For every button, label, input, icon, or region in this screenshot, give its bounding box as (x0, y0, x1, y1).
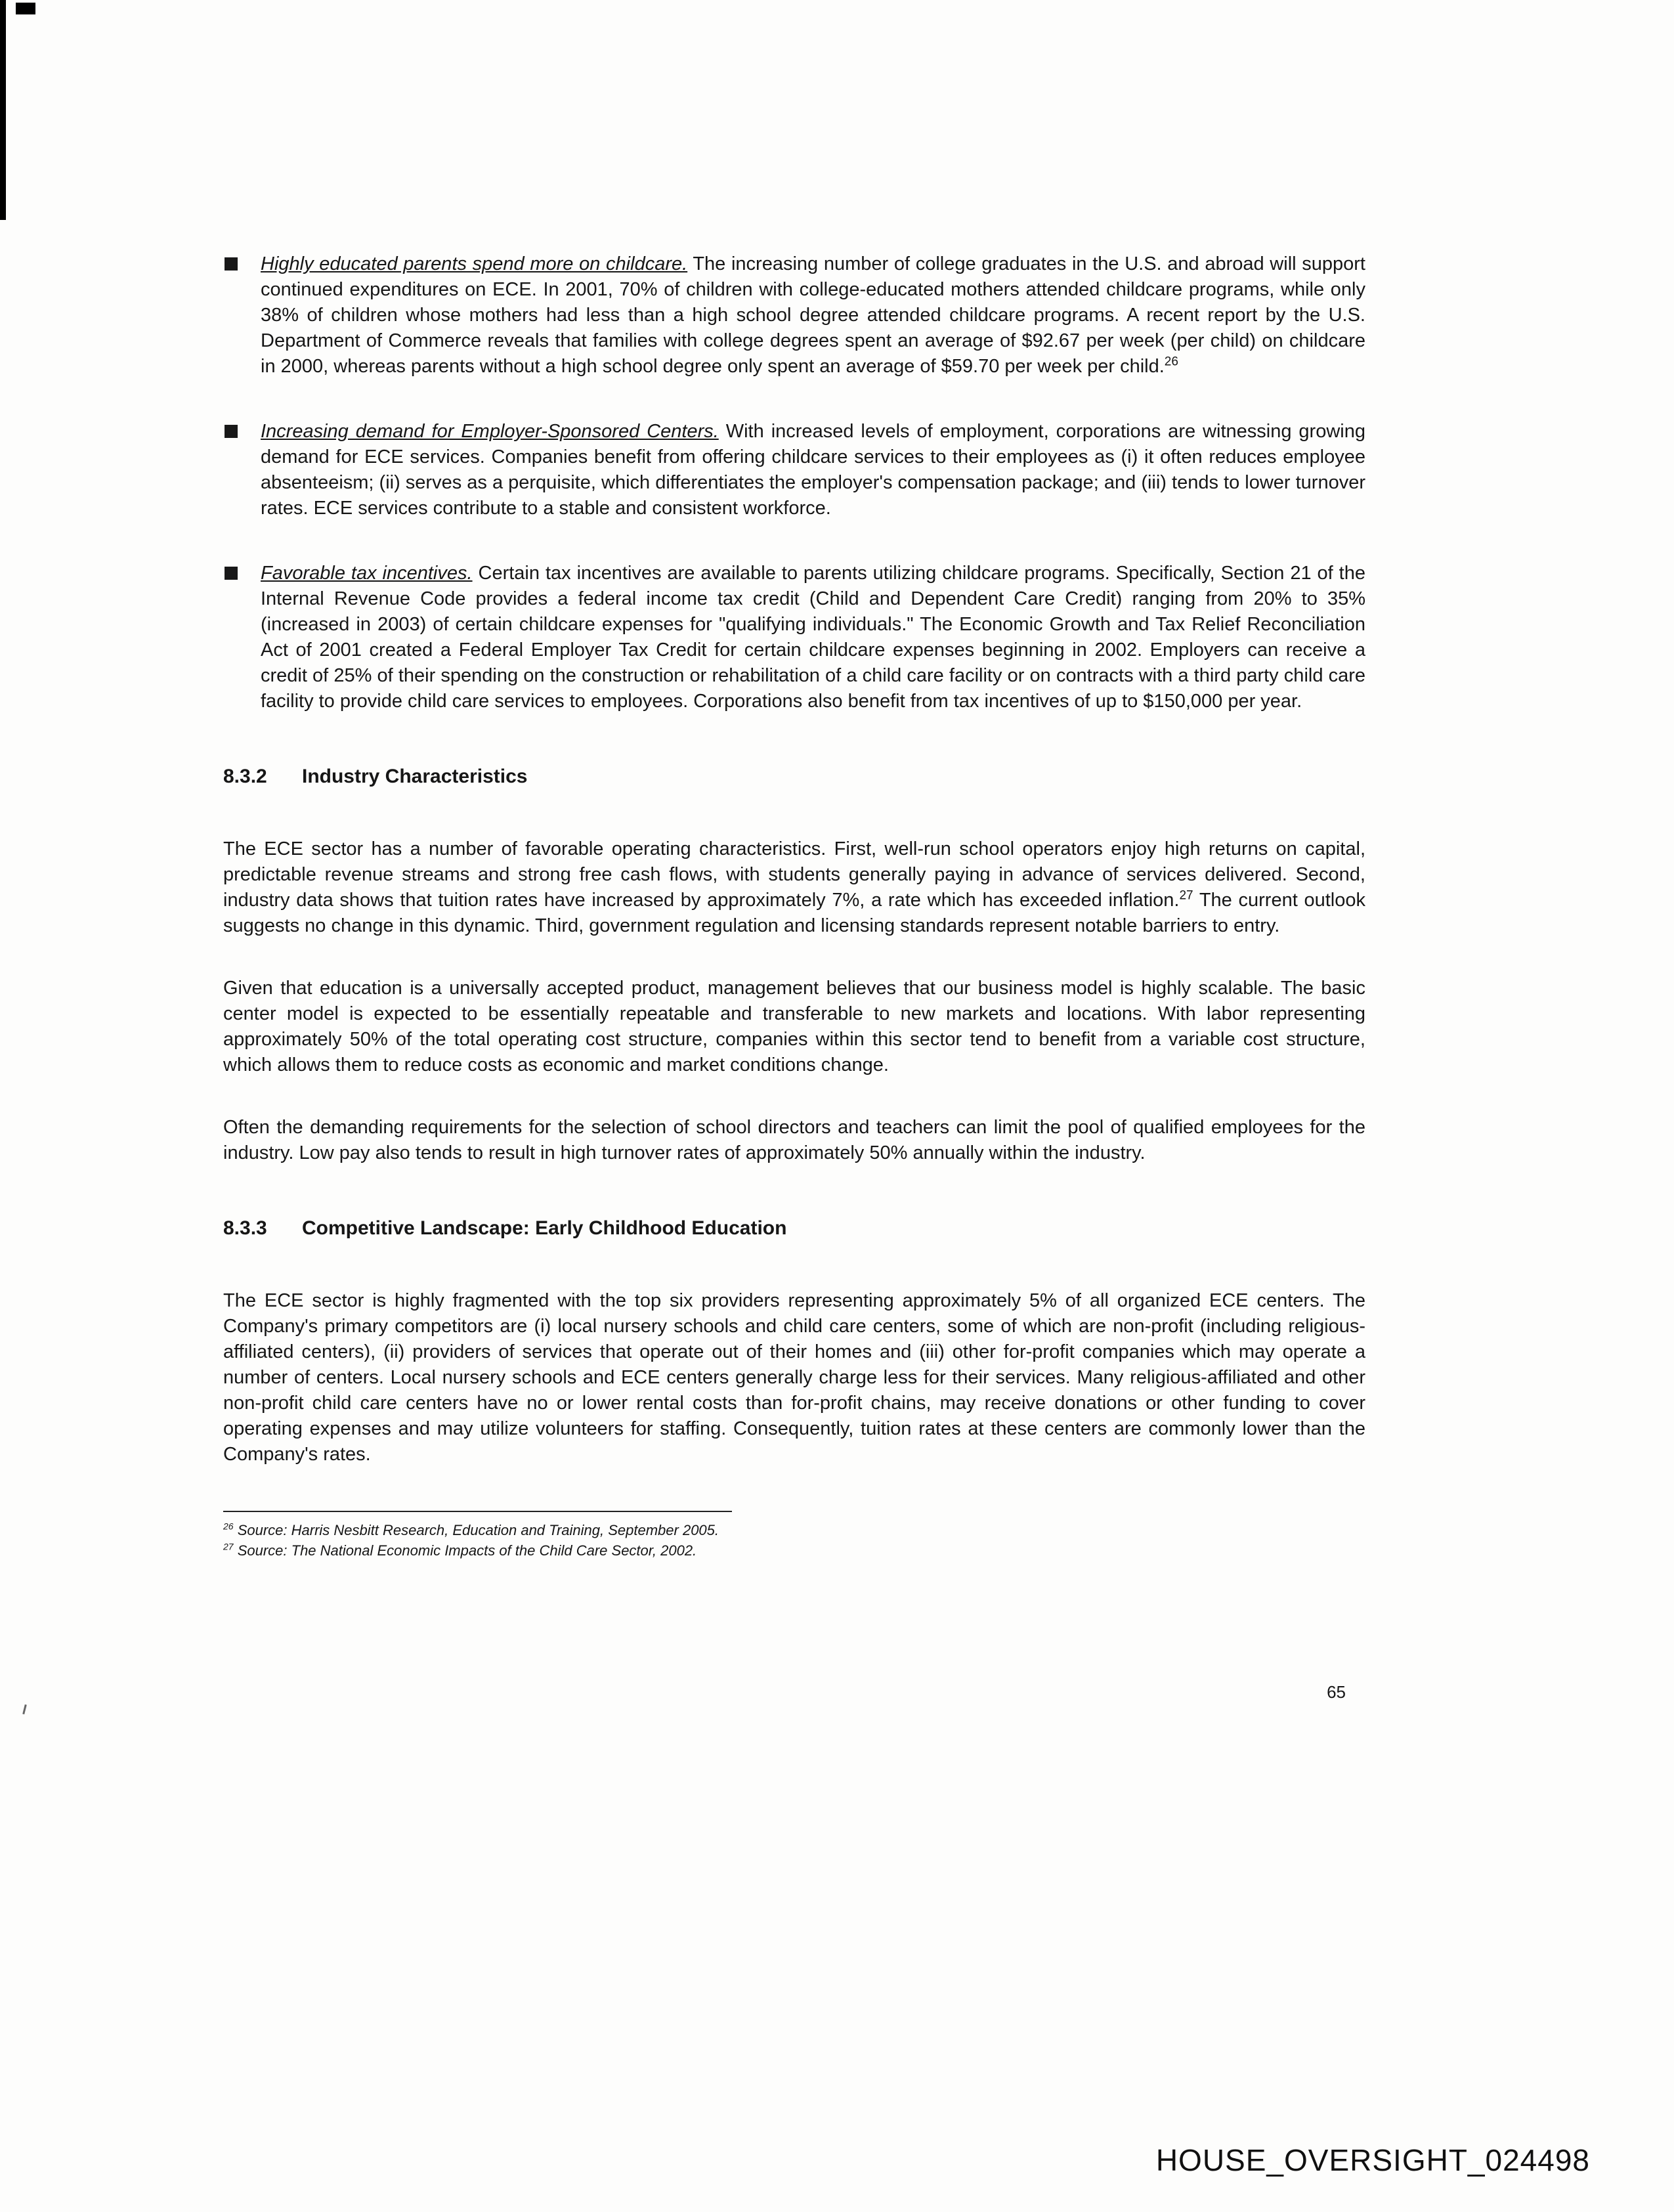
page-content (223, 251, 1365, 1702)
section-heading-833 (223, 1217, 1365, 1240)
bullet-lead: Highly educated parents spend more on childcare. (261, 253, 688, 274)
section-number: 8.3.2 (223, 766, 267, 787)
bullet-item-educated-parents (223, 251, 1365, 380)
section-title: Industry Characteristics (302, 766, 528, 787)
scan-artifact-line (0, 0, 6, 220)
bullet-lead: Increasing demand for Employer-Sponsored Centers. (261, 421, 719, 442)
bullet-item-tax-incentives (223, 561, 1365, 714)
footnote-ref-26: 26 (1164, 355, 1178, 369)
bullet-body: With increased levels of employment, corporations are witnessing growing demand for ECE services. Companies benefit from offering childcare services to their employees as (i) it often reduces employee absenteeism; (ii) serves as a perquisite, which differentiates the employer's compensation package; and (iii) tends to lower turnover rates. ECE services contribute to a stable and consistent workforce. (261, 421, 1366, 519)
bullet-square-icon (225, 425, 238, 438)
bullet-item-employer-centers (223, 419, 1365, 521)
page-number: 65 (1327, 1682, 1346, 1702)
paragraph-industry-1 (223, 836, 1365, 939)
section-heading-832 (223, 766, 1365, 788)
bullet-square-icon (225, 567, 238, 580)
bullet-list (223, 251, 1365, 714)
footnote-separator (223, 1511, 732, 1512)
paragraph-industry-2: Given that education is a universally accepted product, management believes that our business model is highly scalable. The basic center model is expected to be essentially repeatable and transferable to new markets and locations. With labor representing approximately 50% of the total operating cost structure, companies within this sector tend to benefit from a variable cost structure, which allows them to reduce costs as economic and market conditions change. (223, 978, 1365, 1075)
footnote-text: Source: The National Economic Impacts of the Child Care Sector, 2002. (237, 1542, 697, 1559)
bullet-square-icon (225, 257, 238, 271)
scan-artifact-tick (22, 1704, 27, 1714)
paragraph-text: The ECE sector has a number of favorable operating characteristics. First, well-run school operators enjoy high returns on capital, predictable revenue streams and strong free cash flows, with students generally paying in advance of services delivered. Second, industry data shows that tuition rates have increased by approximately 7%, a rate which has exceeded inflation. (223, 838, 1365, 911)
footnotes (223, 1511, 1365, 1561)
section-title: Competitive Landscape: Early Childhood Education (302, 1217, 787, 1239)
section-number: 8.3.3 (223, 1217, 267, 1239)
paragraph-competitive-1: The ECE sector is highly fragmented with the top six providers representing approximately 5% of all organized ECE centers. The Company's primary competitors are (i) local nursery schools and child care centers, some of which are non-profit (including religious-affiliated centers), (ii) providers of services that operate out of their homes and (iii) other for-profit companies which may operate a number of centers. Local nursery schools and ECE centers generally charge less for their services. Many religious-affiliated and other non-profit child care centers have no or lower rental costs than for-profit chains, may receive donations or other funding to cover operating expenses and may utilize volunteers for staffing. Consequently, tuition rates at these centers are commonly lower than the Company's rates. (223, 1290, 1365, 1465)
paragraph-text: The current outlook suggests no change in this dynamic. Third, government regulation and licensing standards represent notable barriers to entry. (223, 890, 1366, 936)
footnote-number: 26 (223, 1521, 234, 1532)
paragraph-industry-3: Often the demanding requirements for the selection of school directors and teachers can limit the pool of qualified employees for the industry. Low pay also tends to result in high turnover rates of approximately 50% annually within the industry. (223, 1117, 1365, 1163)
bullet-body: The increasing number of college graduates in the U.S. and abroad will support continued expenditures on ECE. In 2001, 70% of children with college-educated mothers attended childcare programs, while only 38% of children whose mothers had less than a high school degree attended childcare programs. A recent report by the U.S. Department of Commerce reveals that families with college degrees spent an average of $92.67 per week (per child) on childcare in 2000, whereas parents without a high school degree only spent an average of $59.70 per week per child. (261, 253, 1365, 377)
scan-artifact-dot (16, 3, 35, 14)
footnote-number: 27 (223, 1541, 234, 1552)
footnote-ref-27: 27 (1179, 888, 1193, 903)
footnote-26 (223, 1520, 1365, 1540)
bates-stamp: HOUSE_OVERSIGHT_024498 (1155, 2143, 1590, 2177)
footnote-27 (223, 1540, 1365, 1561)
bullet-body: Certain tax incentives are available to parents utilizing childcare programs. Specifically, Section 21 of the Internal Revenue Code provides a federal income tax credit (Child and Dependent Care Credit) ranging from 20% to 35% (increased in 2003) of certain childcare expenses for "qualifying individuals." The Economic Growth and Tax Relief Reconciliation Act of 2001 created a Federal Employer Tax Credit for certain childcare expenses beginning in 2002. Employers can receive a credit of 25% of their spending on the construction or rehabilitation of a child care facility or on contracts with a third party child care facility to provide child care services to employees. Corporations also benefit from tax incentives of up to $150,000 per year. (261, 563, 1365, 712)
bullet-lead: Favorable tax incentives. (261, 563, 473, 584)
footnote-text: Source: Harris Nesbitt Research, Education and Training, September 2005. (237, 1522, 719, 1538)
